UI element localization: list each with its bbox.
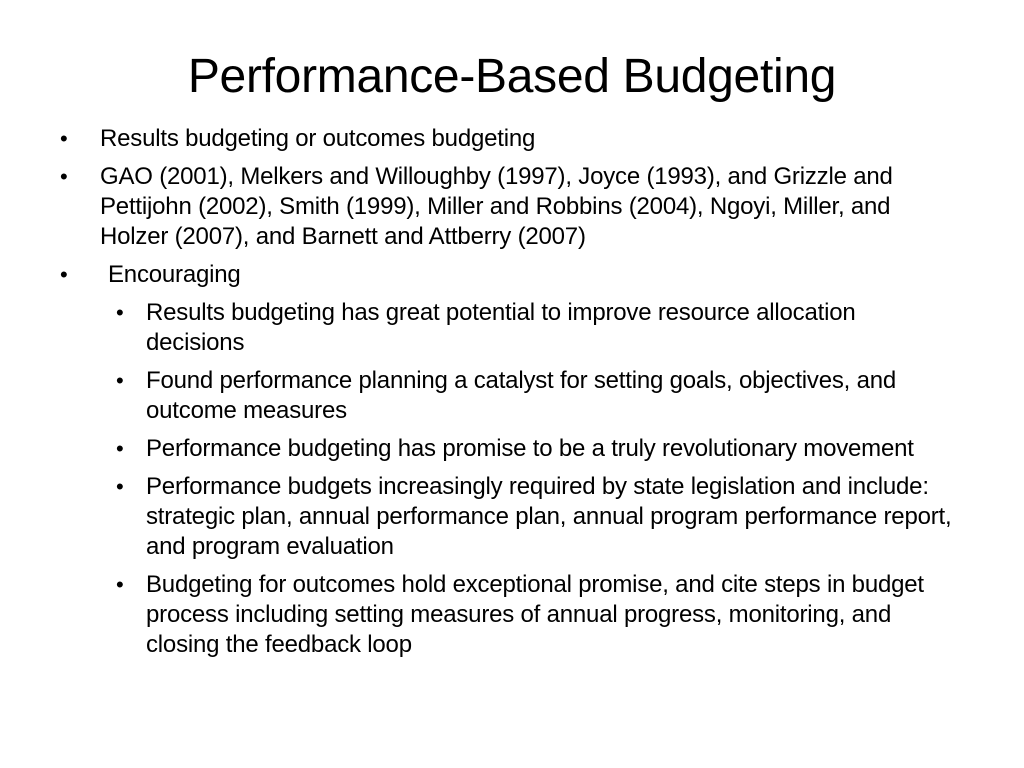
bullet-marker: •	[116, 436, 124, 461]
bullet-marker: •	[60, 262, 68, 287]
bullet-text: Results budgeting has great potential to improve resource allocation decisions	[146, 299, 856, 356]
bullet-item	[60, 162, 960, 252]
sub-bullet-item	[116, 570, 956, 660]
bullet-marker: •	[116, 300, 124, 325]
sub-bullet-item	[116, 366, 956, 426]
bullet-text: Performance budgeting has promise to be a truly revolutionary movement	[146, 435, 914, 462]
bullet-marker: •	[116, 368, 124, 393]
bullet-text: Performance budgets increasingly required by state legislation and include: strategic plan, annual performance plan, annual program performance report, and program evaluation	[146, 473, 952, 560]
bullet-text: GAO (2001), Melkers and Willoughby (1997), Joyce (1993), and Grizzle and Pettijohn (2002), Smith (1999), Miller and Robbins (2004), Ngoyi, Miller, and Holzer (2007), and Barnett and Attberry (2007)	[100, 163, 893, 250]
bullet-text: Encouraging	[108, 261, 241, 288]
slide-title: Performance-Based Budgeting	[187, 50, 837, 103]
bullet-text: Budgeting for outcomes hold exceptional promise, and cite steps in budget process including setting measures of annual progress, monitoring, and closing the feedback loop	[146, 571, 924, 658]
bullet-marker: •	[116, 572, 124, 597]
sub-bullet-item	[116, 472, 956, 562]
bullet-list	[60, 124, 960, 668]
sub-bullet-item	[116, 434, 956, 464]
bullet-marker: •	[60, 126, 68, 151]
bullet-marker: •	[116, 474, 124, 499]
bullet-text: Results budgeting or outcomes budgeting	[100, 125, 536, 152]
bullet-text: Found performance planning a catalyst for setting goals, objectives, and outcome measures	[146, 367, 897, 424]
sub-bullet-item	[116, 298, 956, 358]
bullet-item	[60, 124, 960, 154]
bullet-marker: •	[60, 164, 68, 189]
bullet-item	[60, 260, 960, 290]
